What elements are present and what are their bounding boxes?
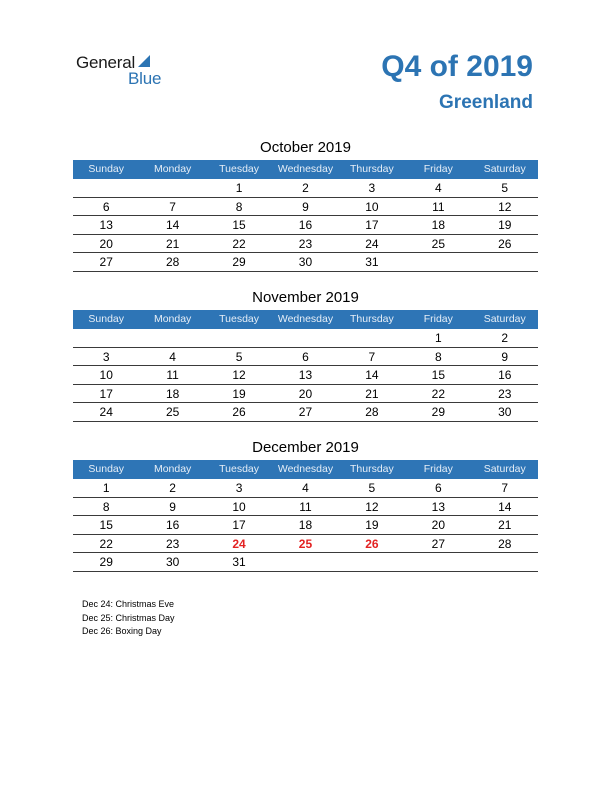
week-row [73, 535, 538, 554]
week-row [73, 403, 538, 422]
month-november [73, 288, 538, 422]
day-cell: 5 [235, 349, 243, 364]
day-cell: 11 [299, 499, 312, 514]
week-row [73, 479, 538, 498]
day-cell: 26 [365, 536, 379, 551]
logo [76, 52, 176, 88]
weekday-label: Monday [153, 313, 192, 325]
week-row [73, 516, 538, 535]
day-cell: 25 [431, 236, 445, 251]
day-cell: 15 [431, 368, 445, 382]
day-cell: 17 [232, 518, 246, 532]
holiday-note: Dec 24: Christmas Eve [82, 599, 175, 609]
day-cell [472, 253, 538, 271]
weekday-label: Saturday [483, 163, 526, 175]
day-cell: 31 [232, 555, 246, 569]
day-cell: 25 [298, 536, 313, 551]
day-cell: 12 [365, 499, 379, 514]
weekday-label: Wednesday [277, 163, 334, 175]
day-cell: 22 [99, 536, 113, 551]
day-cell: 13 [431, 499, 445, 514]
weekday-label: Monday [153, 163, 192, 175]
day-cell: 24 [99, 405, 113, 419]
day-cell: 13 [298, 368, 313, 382]
day-cell: 29 [232, 255, 246, 269]
day-cell: 3 [235, 481, 243, 495]
day-cell [405, 553, 471, 571]
day-cell: 22 [431, 386, 445, 401]
day-cell: 13 [99, 218, 113, 232]
day-cell: 18 [165, 386, 180, 401]
day-cell: 9 [302, 199, 309, 214]
day-cell [73, 179, 139, 197]
day-cell: 8 [434, 349, 442, 364]
holiday-note: Dec 26: Boxing Day [82, 626, 162, 636]
day-cell: 14 [498, 499, 512, 514]
day-cell: 1 [434, 331, 442, 345]
day-cell: 6 [102, 199, 110, 214]
week-row [73, 498, 538, 517]
day-cell: 15 [99, 518, 113, 532]
weekday-header [73, 160, 538, 179]
day-cell: 21 [365, 386, 379, 401]
day-cell: 22 [232, 236, 246, 251]
week-row [73, 385, 538, 404]
day-cell [139, 179, 205, 197]
weekday-label: Thursday [350, 313, 394, 325]
day-cell: 9 [501, 349, 509, 364]
logo-blue-text: Blue [128, 69, 162, 88]
day-cell: 10 [232, 499, 246, 514]
day-cell: 28 [165, 255, 180, 269]
weekday-label: Tuesday [219, 313, 259, 325]
day-cell: 14 [365, 368, 379, 382]
day-cell: 7 [501, 481, 509, 495]
day-cell: 3 [102, 349, 110, 364]
day-cell [339, 329, 405, 347]
holiday-note: Dec 25: Christmas Day [82, 612, 175, 623]
weekday-label: Sunday [88, 163, 125, 175]
day-cell: 3 [368, 181, 376, 195]
day-cell: 15 [232, 218, 246, 232]
day-cell: 4 [169, 349, 176, 364]
day-cell: 6 [434, 481, 442, 495]
day-cell: 26 [498, 236, 512, 251]
day-cell: 9 [169, 499, 176, 514]
day-cell: 27 [298, 405, 313, 419]
weekday-label: Saturday [483, 463, 526, 475]
week-row [73, 329, 538, 348]
page-title: Q4 of 2019 [381, 50, 533, 83]
day-cell [405, 253, 471, 271]
day-cell: 7 [368, 349, 376, 364]
day-cell: 17 [99, 386, 113, 401]
weekday-label: Friday [423, 463, 453, 475]
weekday-label: Wednesday [277, 313, 334, 325]
day-cell: 8 [235, 199, 243, 214]
day-cell: 2 [302, 181, 309, 195]
day-cell: 25 [165, 405, 180, 419]
day-cell: 16 [165, 518, 180, 532]
day-cell: 26 [232, 405, 246, 419]
weekday-header [73, 310, 538, 329]
month-title: November 2019 [252, 289, 359, 306]
month-title: October 2019 [260, 139, 351, 156]
weekday-label: Thursday [350, 163, 394, 175]
day-cell: 19 [365, 518, 379, 532]
week-row [73, 366, 538, 385]
week-row [73, 348, 538, 367]
day-cell: 5 [501, 181, 509, 195]
day-cell: 10 [365, 199, 379, 214]
day-cell: 23 [298, 236, 313, 251]
month-body [73, 179, 538, 272]
weekday-label: Tuesday [219, 163, 259, 175]
day-cell: 4 [302, 481, 309, 495]
day-cell: 27 [431, 536, 445, 551]
weekday-label: Monday [153, 463, 192, 475]
weekday-label: Tuesday [219, 463, 259, 475]
day-cell: 14 [165, 218, 180, 232]
day-cell: 20 [431, 518, 445, 532]
day-cell: 11 [166, 368, 179, 382]
day-cell [339, 553, 405, 571]
weekday-label: Friday [423, 313, 453, 325]
day-cell: 20 [298, 386, 313, 401]
day-cell: 31 [365, 255, 379, 269]
logo-triangle-icon [138, 55, 150, 67]
day-cell [472, 553, 538, 571]
day-cell: 29 [99, 555, 113, 569]
day-cell: 21 [498, 518, 512, 532]
day-cell: 10 [99, 368, 113, 382]
day-cell [272, 329, 338, 347]
day-cell: 24 [232, 536, 246, 551]
day-cell: 18 [431, 218, 445, 232]
month-title: December 2019 [252, 439, 359, 456]
day-cell: 17 [365, 218, 379, 232]
day-cell: 1 [102, 481, 110, 495]
day-cell: 19 [498, 218, 512, 232]
day-cell: 28 [498, 536, 512, 551]
day-cell: 27 [99, 255, 113, 269]
month-body [73, 479, 538, 572]
week-row [73, 216, 538, 235]
weekday-label: Thursday [350, 463, 394, 475]
day-cell [139, 329, 205, 347]
weekday-label: Wednesday [277, 463, 334, 475]
day-cell: 16 [498, 368, 512, 382]
day-cell [73, 329, 139, 347]
weekday-header [73, 460, 538, 479]
day-cell: 12 [232, 368, 246, 382]
day-cell: 8 [102, 499, 110, 514]
day-cell [272, 553, 338, 571]
weekday-label: Saturday [483, 313, 526, 325]
day-cell: 23 [498, 386, 512, 401]
weekday-label: Sunday [88, 463, 125, 475]
day-cell: 6 [302, 349, 309, 364]
day-cell: 24 [365, 236, 379, 251]
day-cell: 28 [365, 405, 379, 419]
month-body [73, 329, 538, 422]
day-cell: 20 [99, 236, 113, 251]
weekday-label: Friday [423, 163, 453, 175]
day-cell: 18 [298, 518, 313, 532]
day-cell: 7 [169, 199, 176, 214]
holiday-notes [82, 598, 175, 639]
month-october [73, 138, 538, 272]
day-cell: 16 [298, 218, 313, 232]
week-row [73, 179, 538, 198]
day-cell: 21 [165, 236, 180, 251]
day-cell: 12 [498, 199, 512, 214]
day-cell: 30 [165, 555, 180, 569]
day-cell: 19 [232, 386, 246, 401]
week-row [73, 253, 538, 272]
day-cell [206, 329, 272, 347]
week-row [73, 198, 538, 217]
day-cell: 11 [432, 199, 445, 214]
logo-general-text: General [76, 53, 136, 72]
day-cell: 30 [498, 405, 512, 419]
week-row [73, 235, 538, 254]
country-name: Greenland [439, 92, 533, 113]
day-cell: 2 [501, 331, 509, 345]
day-cell: 2 [169, 481, 176, 495]
day-cell: 30 [298, 255, 313, 269]
day-cell: 23 [165, 536, 180, 551]
week-row [73, 553, 538, 572]
day-cell: 5 [368, 481, 376, 495]
weekday-label: Sunday [88, 313, 125, 325]
day-cell: 1 [235, 181, 243, 195]
day-cell: 4 [434, 181, 442, 195]
month-december [73, 438, 538, 572]
day-cell: 29 [431, 405, 445, 419]
